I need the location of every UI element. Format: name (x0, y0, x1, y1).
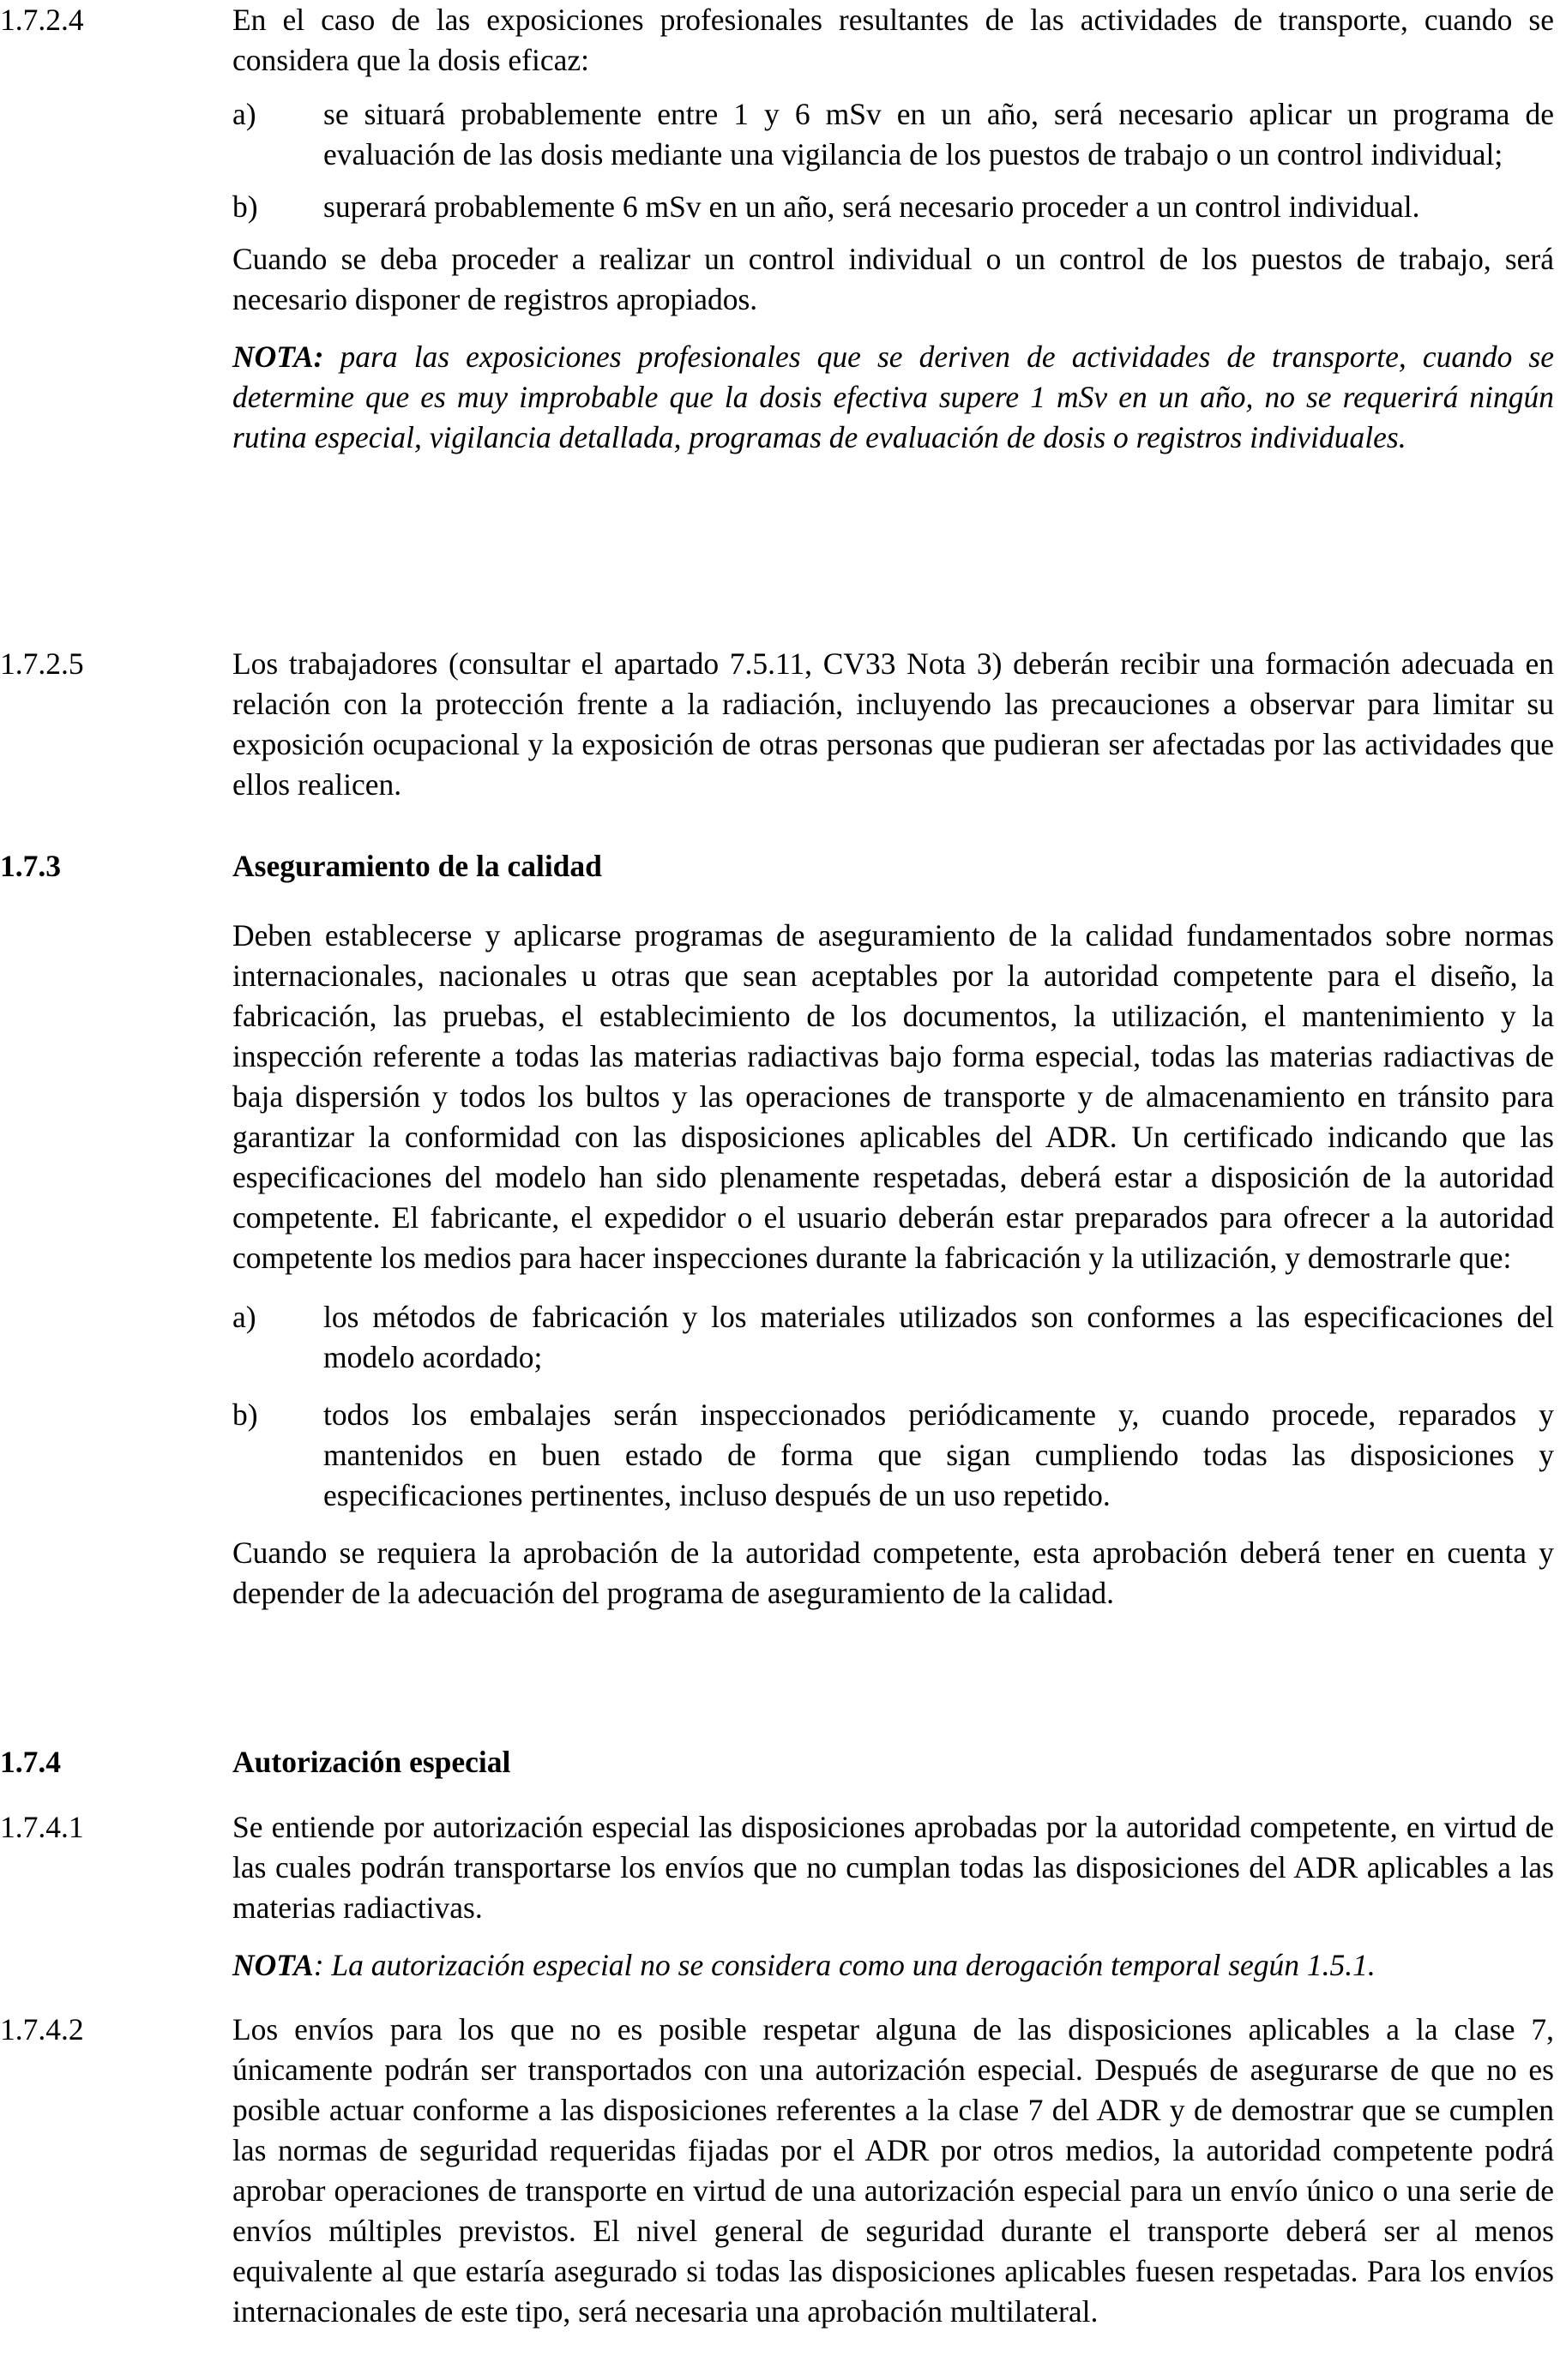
section-number: 1.7.2.5 (0, 646, 84, 681)
list-item-text: todos los embalajes serán inspeccionados periódicamente y, cuando procede, reparados y mantenidos en buen estado de forma que sigan cumpliendo todas las disposiciones y especificaciones pertinentes, incluso después de un uso repetido. (323, 1397, 1554, 1512)
list-item-b (232, 187, 1554, 227)
note (232, 1945, 1554, 1986)
paragraph: Deben establecerse y aplicarse programas de aseguramiento de la calidad fundamentados sobre normas internacionales, nacionales u otras que sean aceptables por la autoridad competente para el diseño, la fabricación, las pruebas, el establecimiento de los documentos, la utilización, el mantenimiento y la inspección referente a todas las materias radiactivas bajo forma especial, todas las materias radiactivas de baja dispersión y todos los bultos y las operaciones de transporte y de almacenamiento en tránsito para garantizar la conformidad con las disposiciones aplicables del ADR. Un certificado indicando que las especificaciones del modelo han sido plenamente respetadas, deberá estar a disposición de la autoridad competente. El fabricante, el expedidor o el usuario deberán estar preparados para ofrecer a la autoridad competente los medios para hacer inspecciones durante la fabricación y la utilización, y demostrarle que: (232, 918, 1554, 1275)
list-marker: b) (232, 1397, 258, 1432)
section-number: 1.7.4.1 (0, 1810, 84, 1844)
paragraph: Cuando se requiera la aprobación de la autoridad competente, esta aprobación deberá tener en cuenta y depender de la adecuación del programa de aseguramiento de la calidad. (232, 1536, 1554, 1610)
paragraph: Los trabajadores (consultar el apartado 7.5.11, CV33 Nota 3) deberán recibir una formación adecuada en relación con la protección frente a la radiación, incluyendo las precauciones a observar para limitar su exposición ocupacional y la exposición de otras personas que pudieran ser afectadas por las actividades que ellos realicen. (232, 646, 1554, 802)
list-item-text: superará probablemente 6 mSv en un año, será necesario proceder a un control individual. (323, 189, 1420, 224)
note-label: NOTA: (232, 340, 324, 374)
list-item-a (232, 1297, 1554, 1378)
section-number: 1.7.4 (0, 1745, 61, 1779)
paragraph: Se entiende por autorización especial las disposiciones aprobadas por la autoridad competente, en virtud de las cuales podrán transportarse los envíos que no cumplan todas las disposiciones del ADR aplicables a las materias radiactivas. (232, 1810, 1554, 1925)
note-label: NOTA (232, 1948, 314, 1982)
list-item-text: se situará probablemente entre 1 y 6 mSv en un año, será necesario aplicar un programa de evaluación de las dosis mediante una vigilancia de los puestos de trabajo o un control individual; (323, 97, 1554, 171)
list-item-a (232, 94, 1554, 175)
section-number: 1.7.2.4 (0, 3, 84, 37)
section-intro: En el caso de las exposiciones profesionales resultantes de las actividades de transporte, cuando se considera que la dosis eficaz: (232, 3, 1554, 77)
list-marker: b) (232, 189, 258, 224)
note-text: para las exposiciones profesionales que se deriven de actividades de transporte, cuando se determine que es muy improbable que la dosis efectiva supere 1 mSv en un año, no se requerirá ningún rutina especial, vigilancia detallada, programas de evaluación de dosis o registros individuales. (232, 340, 1554, 454)
section-heading: Autorización especial (232, 1745, 511, 1779)
paragraph: Cuando se deba proceder a realizar un control individual o un control de los puestos de trabajo, será necesario disponer de registros apropiados. (232, 242, 1554, 316)
list-item-text: los métodos de fabricación y los materiales utilizados son conformes a las especificaciones del modelo acordado; (323, 1300, 1554, 1374)
paragraph: Los envíos para los que no es posible respetar alguna de las disposiciones aplicables a la clase 7, únicamente podrán ser transportados con una autorización especial. Después de asegurarse de que no es posible actuar conforme a las disposiciones referentes a la clase 7 del ADR y de demostrar que se cumplen las normas de seguridad requeridas fijadas por el ADR por otros medios, la autoridad competente podrá aprobar operaciones de transporte en virtud de una autorización especial para un envío único o una serie de envíos múltiples previstos. El nivel general de seguridad durante el transporte deberá ser al menos equivalente al que estaría asegurado si todas las disposiciones aplicables fuesen respetadas. Para los envíos internacionales de este tipo, será necesaria una aprobación multilateral. (232, 2012, 1554, 2329)
list-item-b (232, 1395, 1554, 1516)
section-number: 1.7.3 (0, 849, 61, 883)
section-number: 1.7.4.2 (0, 2012, 84, 2046)
list-marker: a) (232, 1300, 256, 1334)
list-marker: a) (232, 97, 256, 131)
note-text: : La autorización especial no se considera como una derogación temporal según 1.5.1. (313, 1948, 1376, 1982)
section-heading: Aseguramiento de la calidad (232, 849, 602, 883)
note (232, 337, 1554, 458)
